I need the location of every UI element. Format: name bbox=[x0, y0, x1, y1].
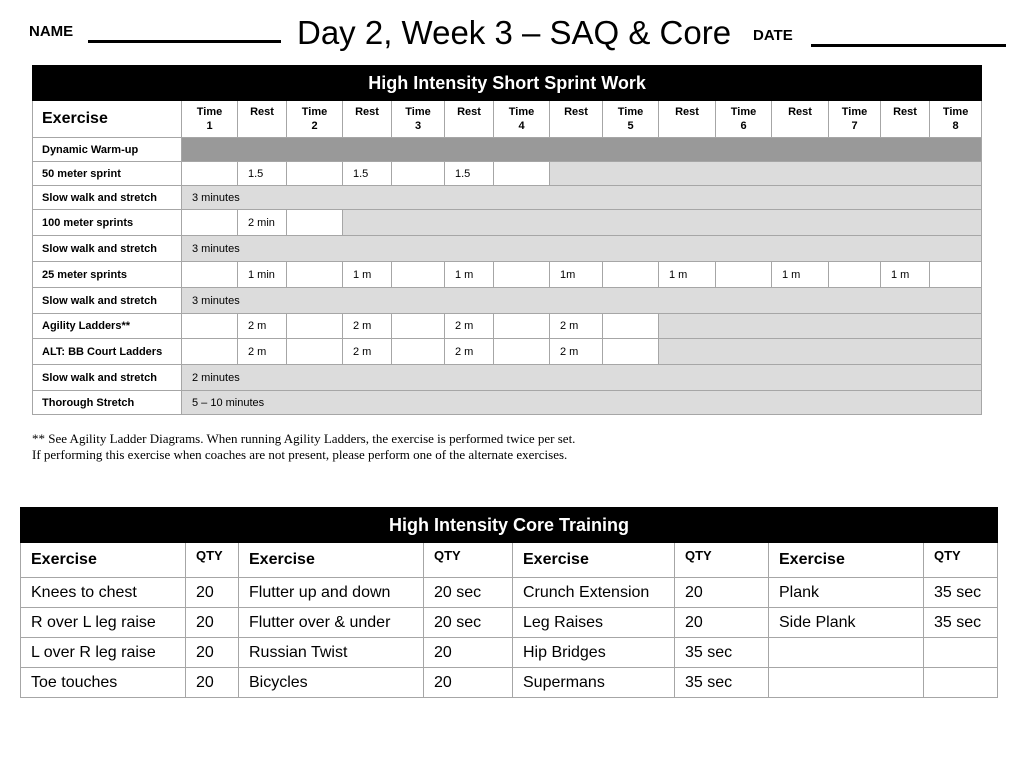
name-blank-line bbox=[88, 40, 281, 43]
date-blank-line bbox=[811, 44, 1006, 47]
time-entry-cell[interactable] bbox=[494, 262, 550, 288]
time-entry-cell[interactable] bbox=[392, 314, 445, 339]
table-row bbox=[33, 262, 982, 288]
shaded-cell bbox=[550, 162, 982, 186]
core-table bbox=[20, 507, 998, 698]
core-qty-header: QTY bbox=[675, 543, 769, 578]
core-exercise: Flutter over & under bbox=[239, 608, 424, 638]
table-row bbox=[33, 186, 982, 210]
core-qty: 20 bbox=[186, 638, 239, 668]
shaded-cell bbox=[659, 314, 982, 339]
rest-value: 1 min bbox=[238, 262, 287, 288]
rest-value: 2 m bbox=[238, 314, 287, 339]
exercise-name: Slow walk and stretch bbox=[33, 186, 182, 210]
exercise-name: Slow walk and stretch bbox=[33, 288, 182, 314]
rest-value: 1 m bbox=[343, 262, 392, 288]
time-entry-cell[interactable] bbox=[287, 262, 343, 288]
core-qty: 35 sec bbox=[675, 668, 769, 698]
exercise-name: Dynamic Warm-up bbox=[33, 138, 182, 162]
table-row bbox=[33, 236, 982, 262]
exercise-name: Agility Ladders** bbox=[33, 314, 182, 339]
time-entry-cell[interactable] bbox=[287, 314, 343, 339]
time-entry-cell[interactable] bbox=[494, 314, 550, 339]
core-table-title: High Intensity Core Training bbox=[21, 508, 998, 543]
rest-value: 2 min bbox=[238, 210, 287, 236]
sprint-table bbox=[32, 65, 982, 415]
col-header-rest-1: Rest bbox=[238, 101, 287, 138]
core-exercise: Leg Raises bbox=[513, 608, 675, 638]
table-row bbox=[33, 288, 982, 314]
sprint-table-title: High Intensity Short Sprint Work bbox=[33, 66, 982, 101]
core-exercise: Hip Bridges bbox=[513, 638, 675, 668]
rest-value: 2 m bbox=[343, 339, 392, 365]
time-entry-cell[interactable] bbox=[287, 210, 343, 236]
col-header-time-1: Time 1 bbox=[182, 101, 238, 138]
core-exercise: Bicycles bbox=[239, 668, 424, 698]
rest-value: 2 m bbox=[238, 339, 287, 365]
rest-value: 1 m bbox=[881, 262, 930, 288]
core-qty-header: QTY bbox=[424, 543, 513, 578]
rest-value: 2 m bbox=[550, 314, 603, 339]
core-exercise: R over L leg raise bbox=[21, 608, 186, 638]
time-entry-cell[interactable] bbox=[182, 210, 238, 236]
col-header-time-8: Time 8 bbox=[930, 101, 982, 138]
core-exercise: Toe touches bbox=[21, 668, 186, 698]
rest-value: 2 m bbox=[343, 314, 392, 339]
rest-value: 1.5 bbox=[343, 162, 392, 186]
exercise-name: ALT: BB Court Ladders bbox=[33, 339, 182, 365]
time-entry-cell[interactable] bbox=[182, 262, 238, 288]
core-exercise bbox=[769, 668, 924, 698]
core-exercise: Knees to chest bbox=[21, 578, 186, 608]
sprint-exercise-header: Exercise bbox=[33, 101, 182, 138]
page-title: Day 2, Week 3 – SAQ & Core bbox=[297, 14, 732, 51]
table-row bbox=[21, 668, 998, 698]
time-entry-cell[interactable] bbox=[392, 339, 445, 365]
table-row bbox=[33, 162, 982, 186]
col-header-rest-3: Rest bbox=[445, 101, 494, 138]
rest-value: 1m bbox=[550, 262, 603, 288]
core-exercise: Crunch Extension bbox=[513, 578, 675, 608]
core-exercise: Supermans bbox=[513, 668, 675, 698]
rest-value: 1 m bbox=[445, 262, 494, 288]
core-qty: 35 sec bbox=[924, 608, 998, 638]
time-entry-cell[interactable] bbox=[494, 162, 550, 186]
exercise-name: Slow walk and stretch bbox=[33, 365, 182, 391]
core-exercise-header: Exercise bbox=[21, 543, 186, 578]
core-qty: 35 sec bbox=[924, 578, 998, 608]
core-exercise bbox=[769, 638, 924, 668]
core-exercise: Flutter up and down bbox=[239, 578, 424, 608]
core-qty: 20 bbox=[424, 638, 513, 668]
core-exercise: Side Plank bbox=[769, 608, 924, 638]
exercise-name: 50 meter sprint bbox=[33, 162, 182, 186]
core-qty bbox=[924, 638, 998, 668]
table-row bbox=[33, 210, 982, 236]
time-entry-cell[interactable] bbox=[182, 314, 238, 339]
table-row bbox=[33, 314, 982, 339]
core-qty-header: QTY bbox=[924, 543, 998, 578]
core-qty: 20 sec bbox=[424, 608, 513, 638]
table-row bbox=[21, 638, 998, 668]
time-entry-cell[interactable] bbox=[603, 339, 659, 365]
col-header-time-4: Time 4 bbox=[494, 101, 550, 138]
core-qty-header: QTY bbox=[186, 543, 239, 578]
table-row bbox=[33, 391, 982, 415]
rest-value: 2 m bbox=[445, 339, 494, 365]
duration-note: 2 minutes bbox=[182, 365, 982, 391]
rest-value: 2 m bbox=[550, 339, 603, 365]
time-entry-cell[interactable] bbox=[603, 262, 659, 288]
date-label: DATE bbox=[753, 27, 793, 44]
core-qty: 20 bbox=[675, 578, 769, 608]
core-qty: 20 sec bbox=[424, 578, 513, 608]
col-header-time-3: Time 3 bbox=[392, 101, 445, 138]
rest-value: 1 m bbox=[772, 262, 829, 288]
time-entry-cell[interactable] bbox=[287, 339, 343, 365]
table-row bbox=[21, 578, 998, 608]
col-header-time-7: Time 7 bbox=[829, 101, 881, 138]
col-header-rest-6: Rest bbox=[772, 101, 829, 138]
exercise-name: Slow walk and stretch bbox=[33, 236, 182, 262]
footnote-line: ** See Agility Ladder Diagrams. When running Agility Ladders, the exercise is performed twice per set. bbox=[32, 431, 576, 446]
core-exercise-header: Exercise bbox=[513, 543, 675, 578]
shaded-cell bbox=[343, 210, 982, 236]
table-row bbox=[21, 608, 998, 638]
core-qty: 35 sec bbox=[675, 638, 769, 668]
core-qty: 20 bbox=[675, 608, 769, 638]
core-qty: 20 bbox=[186, 608, 239, 638]
exercise-name: 100 meter sprints bbox=[33, 210, 182, 236]
footnote-line: If performing this exercise when coaches are not present, please perform one of the alternate exercises. bbox=[32, 447, 568, 462]
exercise-name: 25 meter sprints bbox=[33, 262, 182, 288]
time-entry-cell[interactable] bbox=[287, 162, 343, 186]
col-header-rest-2: Rest bbox=[343, 101, 392, 138]
core-exercise-header: Exercise bbox=[239, 543, 424, 578]
col-header-time-2: Time 2 bbox=[287, 101, 343, 138]
time-entry-cell[interactable] bbox=[494, 339, 550, 365]
rest-value: 1 m bbox=[659, 262, 716, 288]
core-exercise: L over R leg raise bbox=[21, 638, 186, 668]
core-exercise: Russian Twist bbox=[239, 638, 424, 668]
col-header-time-5: Time 5 bbox=[603, 101, 659, 138]
duration-note: 3 minutes bbox=[182, 186, 982, 210]
table-row bbox=[33, 138, 982, 162]
time-entry-cell[interactable] bbox=[930, 262, 982, 288]
exercise-name: Thorough Stretch bbox=[33, 391, 182, 415]
rest-value: 2 m bbox=[445, 314, 494, 339]
name-label: NAME bbox=[29, 23, 74, 40]
shaded-cell bbox=[659, 339, 982, 365]
col-header-rest-5: Rest bbox=[659, 101, 716, 138]
footnotes bbox=[32, 431, 575, 463]
time-entry-cell[interactable] bbox=[603, 314, 659, 339]
col-header-time-6: Time 6 bbox=[716, 101, 772, 138]
core-exercise-header: Exercise bbox=[769, 543, 924, 578]
core-exercise: Plank bbox=[769, 578, 924, 608]
time-entry-cell[interactable] bbox=[716, 262, 772, 288]
time-entry-cell[interactable] bbox=[182, 162, 238, 186]
shaded-cell bbox=[182, 138, 982, 162]
core-qty: 20 bbox=[424, 668, 513, 698]
time-entry-cell[interactable] bbox=[392, 262, 445, 288]
duration-note: 3 minutes bbox=[182, 236, 982, 262]
time-entry-cell[interactable] bbox=[829, 262, 881, 288]
core-qty: 20 bbox=[186, 668, 239, 698]
rest-value: 1.5 bbox=[445, 162, 494, 186]
core-qty bbox=[924, 668, 998, 698]
rest-value: 1.5 bbox=[238, 162, 287, 186]
col-header-rest-4: Rest bbox=[550, 101, 603, 138]
time-entry-cell[interactable] bbox=[182, 339, 238, 365]
col-header-rest-7: Rest bbox=[881, 101, 930, 138]
core-qty: 20 bbox=[186, 578, 239, 608]
table-row bbox=[33, 365, 982, 391]
table-row bbox=[33, 339, 982, 365]
time-entry-cell[interactable] bbox=[392, 162, 445, 186]
duration-note: 3 minutes bbox=[182, 288, 982, 314]
duration-note: 5 – 10 minutes bbox=[182, 391, 982, 415]
